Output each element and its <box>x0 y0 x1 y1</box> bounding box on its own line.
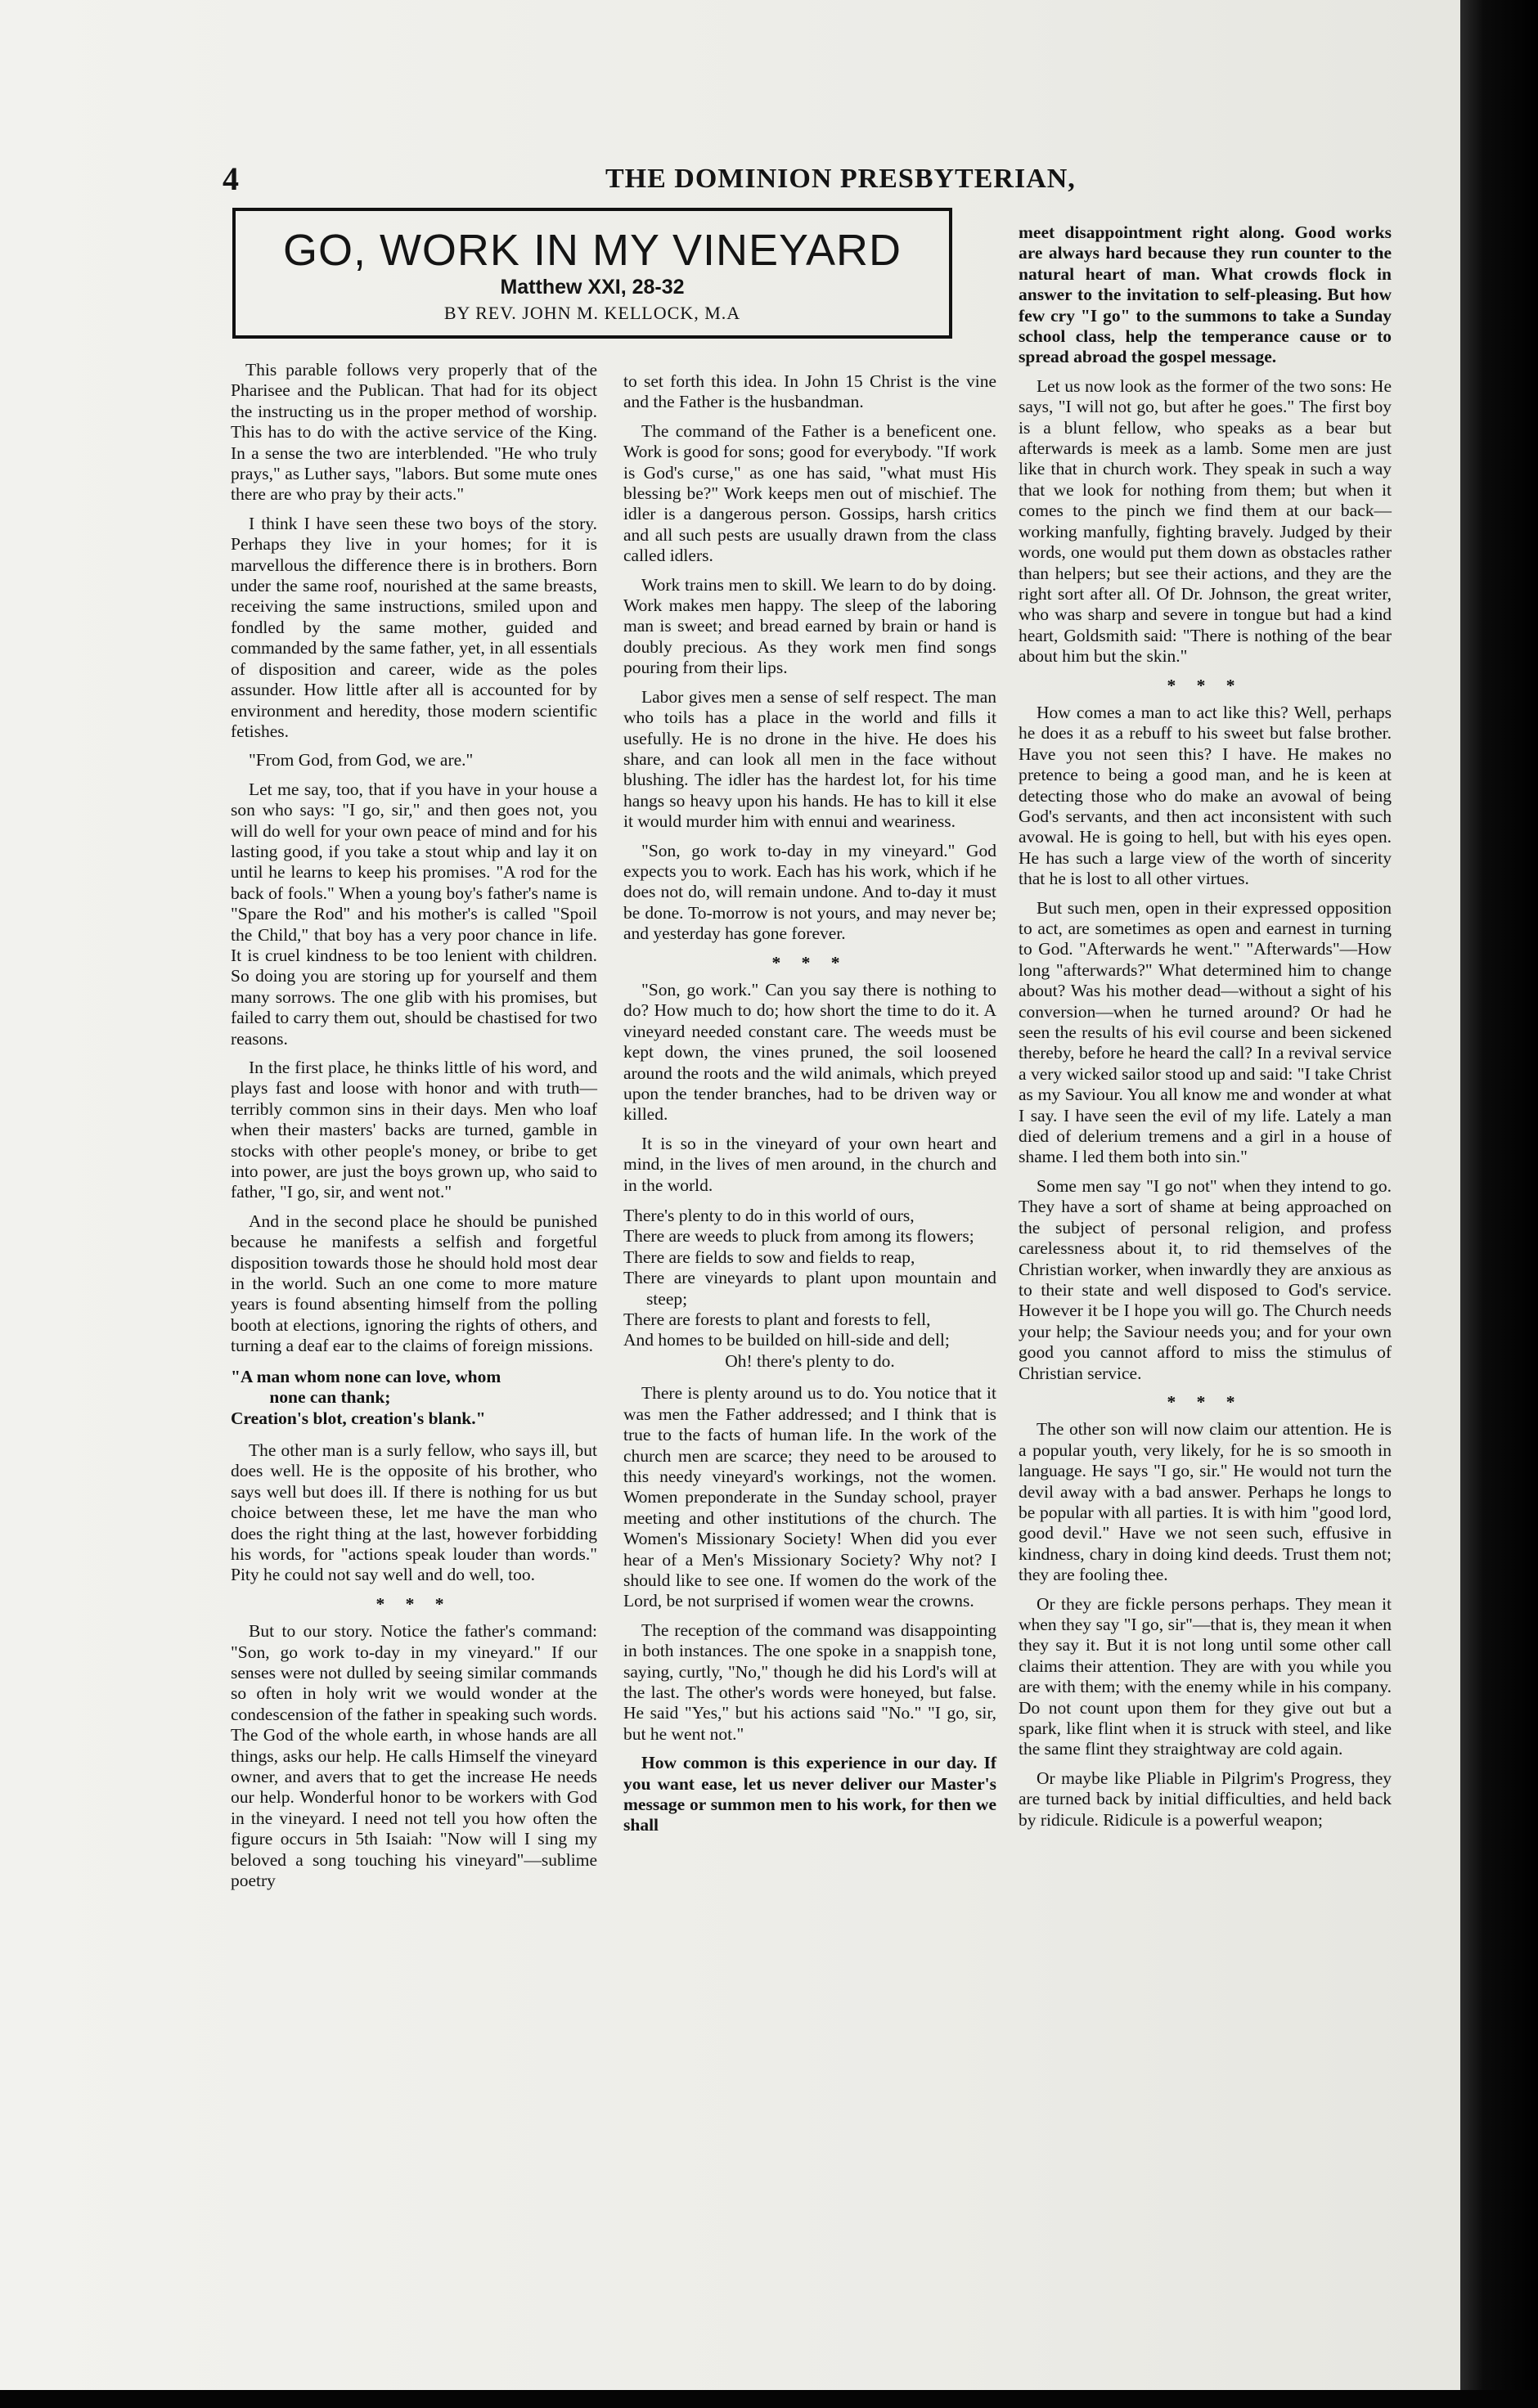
poem-line: There are fields to sow and fields to reap, <box>623 1247 915 1267</box>
text-column-2 <box>623 371 996 2269</box>
paragraph: The other son will now claim our attention. He is a popular youth, very likely, for he is so smooth in language. He says "I go, sir." He would not turn the devil away with a bad answer. Perhaps he longs to be popular with all parties. It is with him "good lord, good devil." Have we not seen such, effusive in kindness, chary in doing kind deeds. Trust them not; they are fooling thee. <box>1019 1419 1392 1585</box>
running-head: THE DOMINION PRESBYTERIAN, <box>605 164 1076 194</box>
poem-line: And homes to be builded on hill-side and dell; <box>623 1330 950 1350</box>
paragraph: How comes a man to act like this? Well, perhaps he does it as a rebuff to his sweet but false brother. Have you not seen this? I have. He makes no pretence to being a good man, and he is keen at detecting those who do make an avowal of being God's servants, and then act inconsistent with such avowal. He is going to hell, but with his eyes open. He has such a large view of the worth of sincerity that he is lost to all other virtues. <box>1019 702 1392 889</box>
paragraph: "Son, go work to-day in my vineyard." God expects you to work. Each has his work, which if he does not do, will remain undone. And to-day it must be done. To-morrow is not yours, and may never be; and yesterday has gone forever. <box>623 840 996 944</box>
paragraph: The command of the Father is a beneficent one. Work is good for sons; good for everybody. "If work is God's curse," as one has said, "what must His blessing be?" Work keeps men out of mischief. The idler is a dangerous person. Gossips, harsh critics and all such pests are usually drawn from the class called idlers. <box>623 420 996 566</box>
paragraph: But such men, open in their expressed opposition to act, are sometimes as open and earnest in turning to God. "Afterwards he went." "Afterwards"—How long "afterwards?" What determined him to change about? Was his mother dead—without a sight of his conversion—when he turned around? Or had he seen the results of his evil course and been sickened thereby, before he heard the call? In a revival service a very wicked sailor stood up and said: "I take Christ as my Saviour. You all know me and wonder at what I say. I have seen the evil of my life. Lately a man died of delerium tremens and a girl in a house of shame. I led them both into sin." <box>1019 897 1392 1167</box>
paragraph: And in the second place he should be punished because he manifests a selfish and forgetful disposition towards those he should hold most dear in the world. Such an one come to more mature years is found absenting himself from the polling booth at elections, ignoring the rights of others, and turning a deaf ear to the claims of foreign missions. <box>231 1211 597 1356</box>
text-column-3 <box>1019 222 1392 2267</box>
paragraph: This parable follows very properly that of the Pharisee and the Publican. That had for its object the instructing us in the proper method of worship. This has to do with the active service of the King. In a sense the two are interblended. "He who truly prays," as Luther says, "labors. But some mute ones there are who pray by their acts." <box>231 360 597 505</box>
paragraph: Let us now look as the former of the two sons: He says, "I will not go, but after he goes." The first boy is a blunt fellow, who speaks as a bear but afterwards is meek as a lamb. Some men are just like that in church work. They speak in such a way that we look for nothing from them; but when it comes to the pinch we find them at our back—working manfully, fighting bravely. Judged by their words, one would put them down as obstacles rather than helpers; but see their actions, and they are the right sort after all. Of Dr. Johnson, the great writer, who was sharp and severe in tongue but had a kind heart, Goldsmith said: "There is nothing of the bear about him but the skin." <box>1019 375 1392 667</box>
section-separator: * * * <box>376 1593 452 1614</box>
paragraph: The other man is a surly fellow, who says ill, but does well. He is the opposite of his brother, who says well but does ill. If there is nothing for us but choice between these, let me have the man who does the right thing at the last, however forbidding his words, for "actions speak louder than words." Pity he could not say well and do well, too. <box>231 1440 597 1585</box>
verse-quote <box>231 1367 597 1429</box>
paragraph: Let me say, too, that if you have in your house a son who says: "I go, sir," and then goes not, you will do well for your own peace of mind and for his lasting good, if you take a stout whip and lay it on until he learns to keep his promises. "A rod for the back of fools." When a young boy's father's name is "Spare the Rod" and his mother's is called "Spoil the Child," that boy has a very poor chance in life. It is cruel kindness to be too lenient with children. So doing you are storing up for yourself and them many sorrows. The one glib with his promises, but failed to carry them out, should be chastised for two reasons. <box>231 779 597 1049</box>
verse-line: Creation's blot, creation's blank." <box>231 1408 486 1428</box>
poem-line: There's plenty to do in this world of ours, <box>623 1206 915 1226</box>
poem-line: There are vineyards to plant upon mountain and steep; <box>623 1268 996 1309</box>
text-column-1 <box>231 360 597 2258</box>
paragraph: Or they are fickle persons perhaps. They mean it when they say "I go, sir"—that is, they mean it when they say it. But it is not long until some other call claims their attention. They are with you while you are with them; with the enemy while in his company. Do not count upon them for they give out but a spark, like flint when it is struck with steel, and like the same flint they straightway are cold again. <box>1019 1593 1392 1759</box>
poem <box>623 1206 996 1372</box>
article-title: GO, WORK IN MY VINEYARD <box>282 226 902 275</box>
paragraph: Labor gives men a sense of self respect. The man who toils has a place in the world and fills it usefully. He is no drone in the hive. He does his share, and can look all men in the face without blushing. The idler has the hardest lot, for his time hangs so heavy upon his hands. He has to kill it else it would murder him with ennui and weariness. <box>623 686 996 832</box>
article-title-box <box>232 208 952 339</box>
paragraph: In the first place, he thinks little of his word, and plays fast and loose with honor and with truth—terribly common sins in their days. Men who loaf when their masters' backs are turned, gamble in stocks with other people's money, or bribe to get into power, are just the boys grown up, who said to father, "I go, sir, and went not." <box>231 1058 597 1202</box>
section-separator: * * * <box>1167 1391 1243 1412</box>
page-number: 4 <box>223 160 239 197</box>
verse-line: none can thank; <box>269 1387 391 1408</box>
section-separator: * * * <box>1167 675 1243 695</box>
poem-line: There are weeds to pluck from among its flowers; <box>623 1226 974 1247</box>
paragraph: Or maybe like Pliable in Pilgrim's Progress, they are turned back by initial difficulties, and held back by ridicule. Ridicule is a powerful weapon; <box>1019 1768 1392 1830</box>
paragraph: "Son, go work." Can you say there is nothing to do? How much to do; how short the time to do it. A vineyard needed constant care. The weeds must be kept down, the vines pruned, the soil loosened around the roots and the wild animals, which preyed upon the tender branches, had to be driven way or killed. <box>623 979 996 1125</box>
poem-line: Oh! there's plenty to do. <box>725 1350 895 1371</box>
scripture-reference: Matthew XXI, 28-32 <box>500 276 685 299</box>
scan-bottom-edge <box>0 2390 1538 2408</box>
paragraph: There is plenty around us to do. You notice that it was men the Father addressed; and I think that is true to the facts of human life. In the work of the church men are scarce; they need to be aroused to this needy vineyard's workings, not the women. Women preponderate in the Sunday school, prayer meeting and other institutions of the church. The Women's Missionary Society! When did you ever hear of a Men's Missionary Society? Why not? I should like to see one. If women do the work of the Lord, be not surprised if women wear the crowns. <box>623 1383 996 1611</box>
paragraph: But to our story. Notice the father's command: "Son, go work to-day in my vineyard." If our senses were not dulled by seeing similar commands so often in holy writ we would wonder at the condescension of the father in speaking such words. The God of the whole earth, in whose hands are all things, asks our help. He calls Himself the vineyard owner, and avers that to get the increase He needs our help. Wonderful honor to be workers with God in the vineyard. I need not tell you how often the figure occurs in 5th Isaiah: "Now will I sing my beloved a song touching his vineyard"—sublime poetry <box>231 1621 597 1891</box>
paragraph: Some men say "I go not" when they intend to go. They have a sort of shame at being approached on the subject of personal religion, and profess carelessness about it, to rid themselves of the Christian worker, when inwardly they are anxious as to their state and well disposed to God's service. However it be I hope you will go. The Church needs your help; the Saviour needs you; and for your own good you cannot afford to miss the stimulus of Christian service. <box>1019 1175 1392 1383</box>
paragraph: The reception of the command was disappointing in both instances. The one spoke in a snappish tone, saying, curtly, "No," though he did his Lord's will at the last. The other's words were honeyed, but false. He said "Yes," but his actions said "No." "I go, sir, but he went not." <box>623 1620 996 1744</box>
paragraph: to set forth this idea. In John 15 Christ is the vine and the Father is the husbandman. <box>623 371 996 412</box>
section-separator: * * * <box>771 952 848 973</box>
poem-line: There are forests to plant and forests to fell, <box>623 1310 931 1330</box>
quote-line: "From God, from God, we are." <box>249 750 474 770</box>
paragraph: How common is this experience in our day. If you want ease, let us never deliver our Master's message or summon men to his work, for then we shall <box>623 1753 996 1835</box>
paragraph: meet disappointment right along. Good works are always hard because they run counter to the natural heart of man. What crowds flock in answer to the invitation to self-pleasing. But how few cry "I go" to the summons to take a Sunday school class, help the temperance cause or to spread abroad the gospel message. <box>1019 222 1392 367</box>
verse-line: "A man whom none can love, whom <box>231 1366 501 1386</box>
paragraph: It is so in the vineyard of your own heart and mind, in the lives of men around, in the church and in the world. <box>623 1133 996 1195</box>
byline: BY REV. JOHN M. KELLOCK, M.A <box>443 303 741 323</box>
paragraph: Work trains men to skill. We learn to do by doing. Work makes men happy. The sleep of the laboring man is sweet; and bread earned by brain or hand is doubly precious. As they work men find songs pouring from their lips. <box>623 574 996 678</box>
paragraph: I think I have seen these two boys of the story. Perhaps they live in your homes; for it is marvellous the difference there is in brothers. Born under the same roof, nourished at the same breasts, receiving the same instructions, smiled upon and fondled by the same mother, guided and commanded by the same father, yet, in all essentials of disposition and career, wide as the poles assunder. How little after all is accounted for by environment and heredity, those modern scientific fetishes. <box>231 513 597 741</box>
scan-dark-edge <box>1460 0 1538 2408</box>
